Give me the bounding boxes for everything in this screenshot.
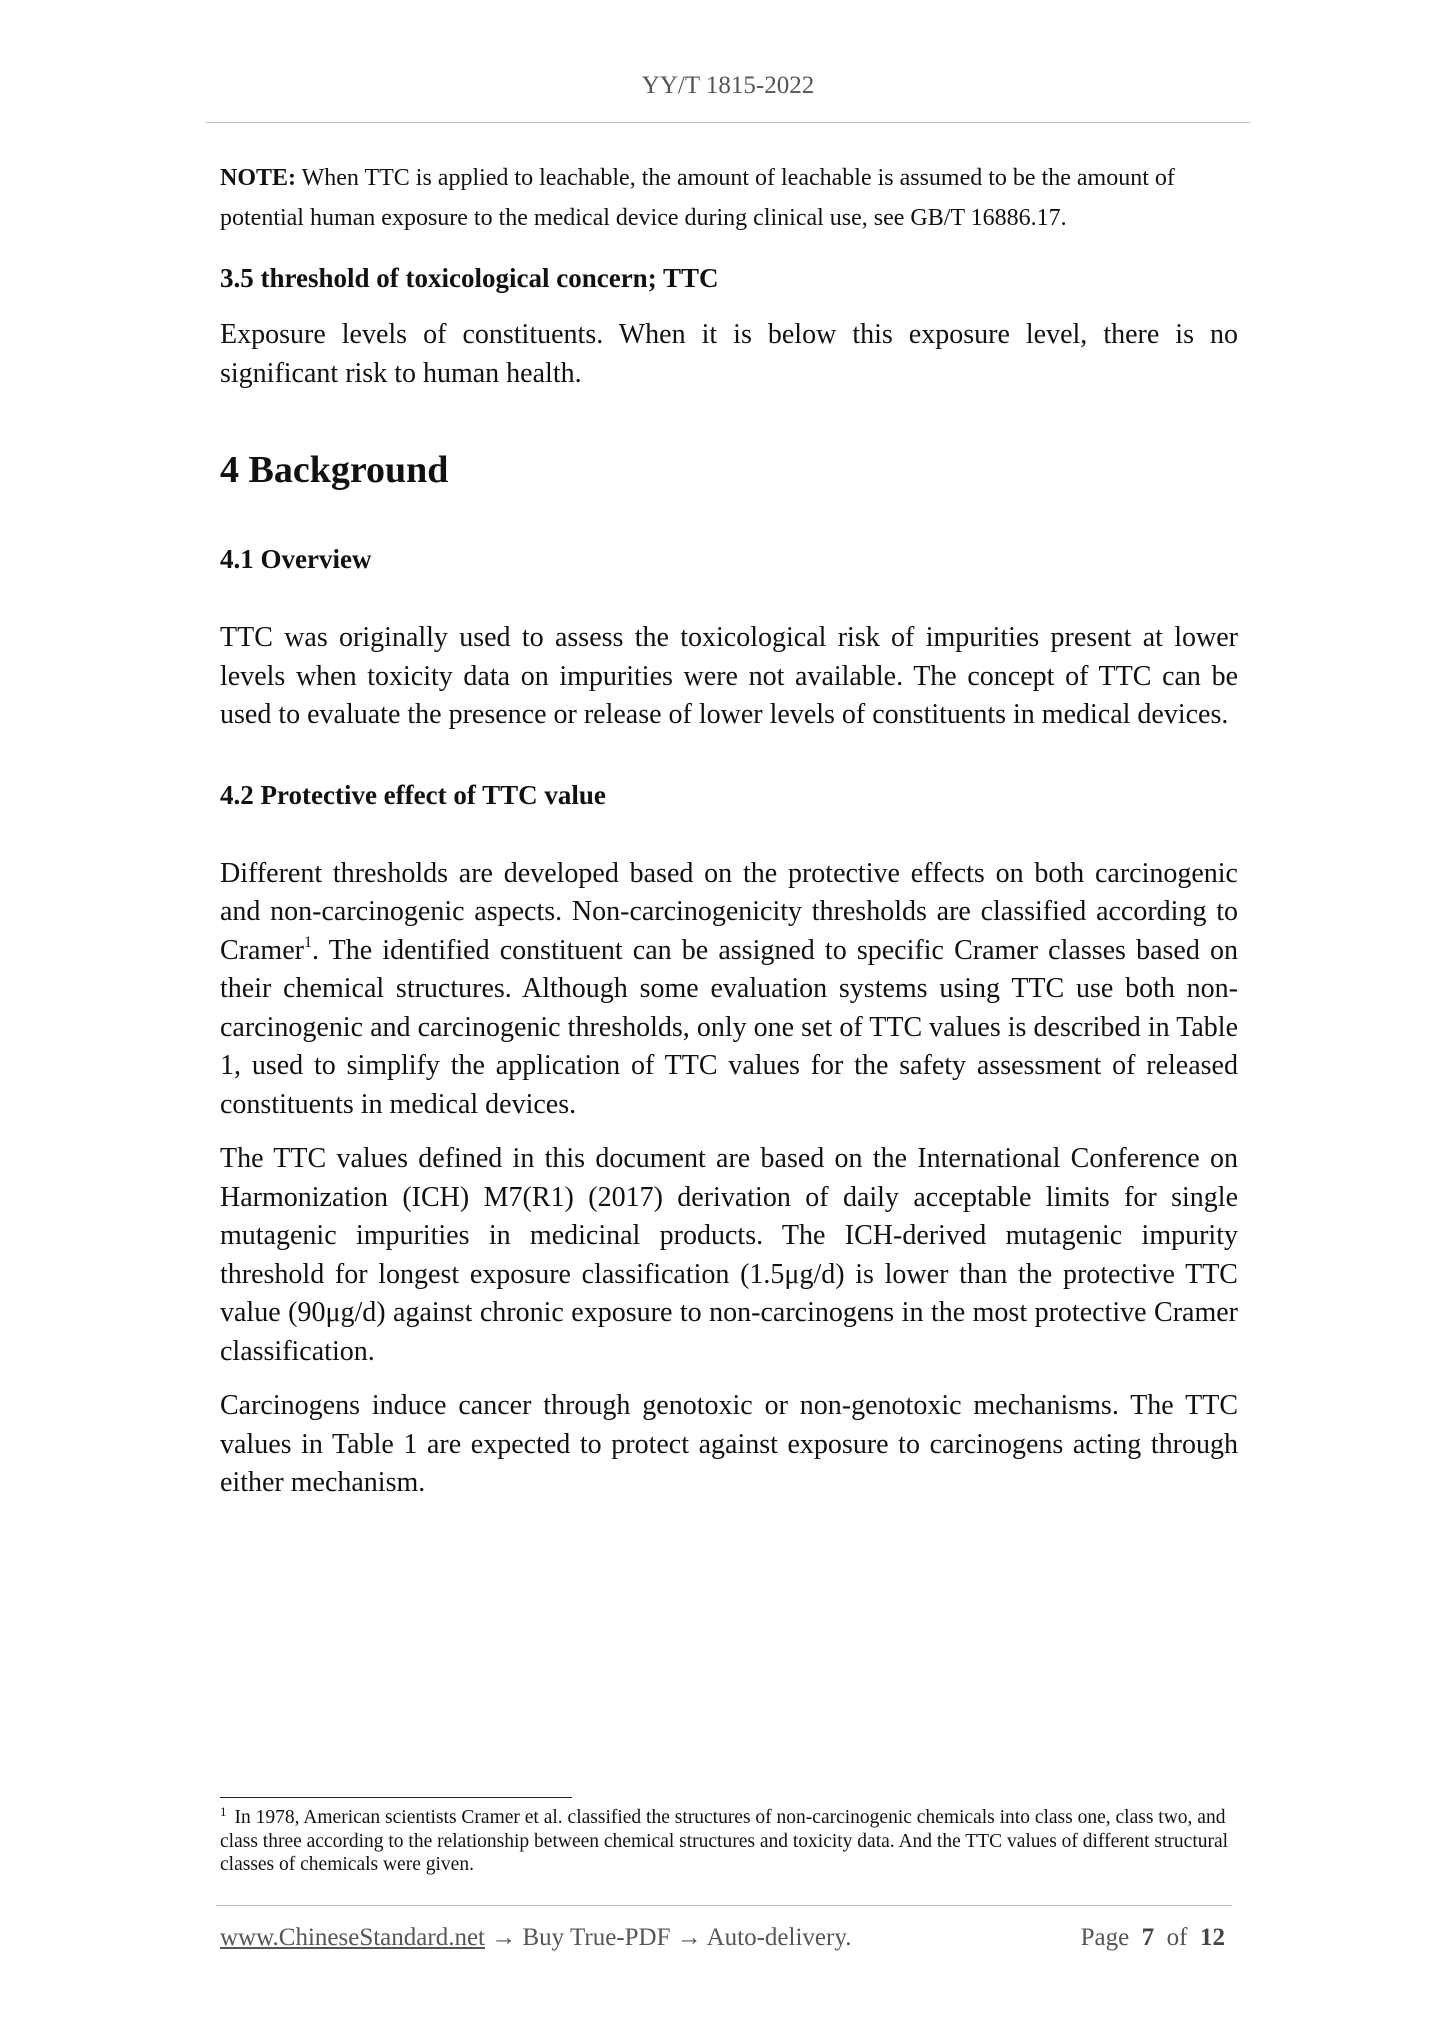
section-4-2-paragraph-1 [220, 855, 1238, 1125]
footnote-rule [220, 1797, 572, 1798]
running-header: YY/T 1815-2022 [641, 72, 815, 99]
note-paragraph [220, 158, 1238, 238]
website-link[interactable]: www.ChineseStandard.net [220, 1924, 485, 1951]
section-4-2-paragraph-3: Carcinogens induce cancer through genotoxic or non-genotoxic mechanisms. The TTC values in Table 1 are expected to protect against exposure to carcinogens acting through either mechanism. [220, 1390, 1238, 1498]
section-3-5-text: Exposure levels of constituents. When it is below this exposure level, there is no significant risk to human health. [220, 319, 1238, 389]
page-total: 12 [1200, 1924, 1225, 1951]
of-label: of [1166, 1924, 1188, 1951]
p1-text-a: Different thresholds are developed based on the protective effects on both carcinogenic and non-carcinogenic aspects. Non-carcinogenicity thresholds are classified according to Cramer [220, 857, 1238, 966]
footer-left [220, 1924, 851, 1952]
section-4-1-heading: 4.1 Overview [220, 544, 372, 574]
auto-delivery-text: Auto-delivery. [706, 1924, 852, 1951]
section-4-1-text: TTC was originally used to assess the toxicological risk of impurities present at lower levels when toxicity data on impurities were not available. The concept of TTC can be used to evaluate the presence or release of lower levels of constituents in medical devices. [220, 622, 1238, 730]
page-indicator [1081, 1924, 1225, 1952]
footer-rule [216, 1905, 1232, 1906]
section-4-heading: 4 Background [220, 449, 449, 491]
p1-text-b: . The identified constituent can be assigned to specific Cramer classes based on their chemical structures. Although some evaluation systems using TTC use both non-carcinogenic and carcinogenic thresholds, only one set of TTC values is described in Table 1, used to simplify the application of TTC values for the safety assessment of released constituents in medical devices. [220, 934, 1238, 1120]
page-number: 7 [1141, 1924, 1155, 1951]
arrow-icon: → [485, 1924, 523, 1951]
footnote-text: In 1978, American scientists Cramer et al. classified the structures of non-carcinogenic chemicals into class one, class two, and class three according to the relationship between chemical structures and toxicity data. And the TTC values of different structural classes of chemicals were given. [220, 1807, 1229, 1875]
page-content [220, 158, 1238, 1503]
note-text: When TTC is applied to leachable, the amount of leachable is assumed to be the amount of potential human exposure to the medical device during clinical use, see GB/T 16886.17. [220, 165, 1175, 231]
section-4-2-heading: 4.2 Protective effect of TTC value [220, 779, 606, 810]
buy-true-pdf-text: Buy True-PDF [522, 1924, 671, 1951]
footnote-mark: 1 [220, 1804, 227, 1819]
page-label: Page [1080, 1924, 1130, 1951]
arrow-icon: → [670, 1924, 707, 1951]
footnote [220, 1806, 1238, 1877]
footnote-reference[interactable]: 1 [303, 933, 312, 951]
section-4-2-paragraph-2: The TTC values defined in this document are based on the International Conference on Harmonization (ICH) M7(R1) (2017) derivation of daily acceptable limits for single mutagenic impurities in medicinal products. The ICH-derived mutagenic impurity threshold for longest exposure classification (1.5μg/d) is lower than the protective TTC value (90μg/d) against chronic exposure to non-carcinogens in the most protective Cramer classification. [220, 1143, 1238, 1367]
section-3-5-heading: 3.5 threshold of toxicological concern; TTC [220, 263, 719, 293]
note-label: NOTE: [220, 165, 297, 191]
header-rule [206, 122, 1250, 123]
